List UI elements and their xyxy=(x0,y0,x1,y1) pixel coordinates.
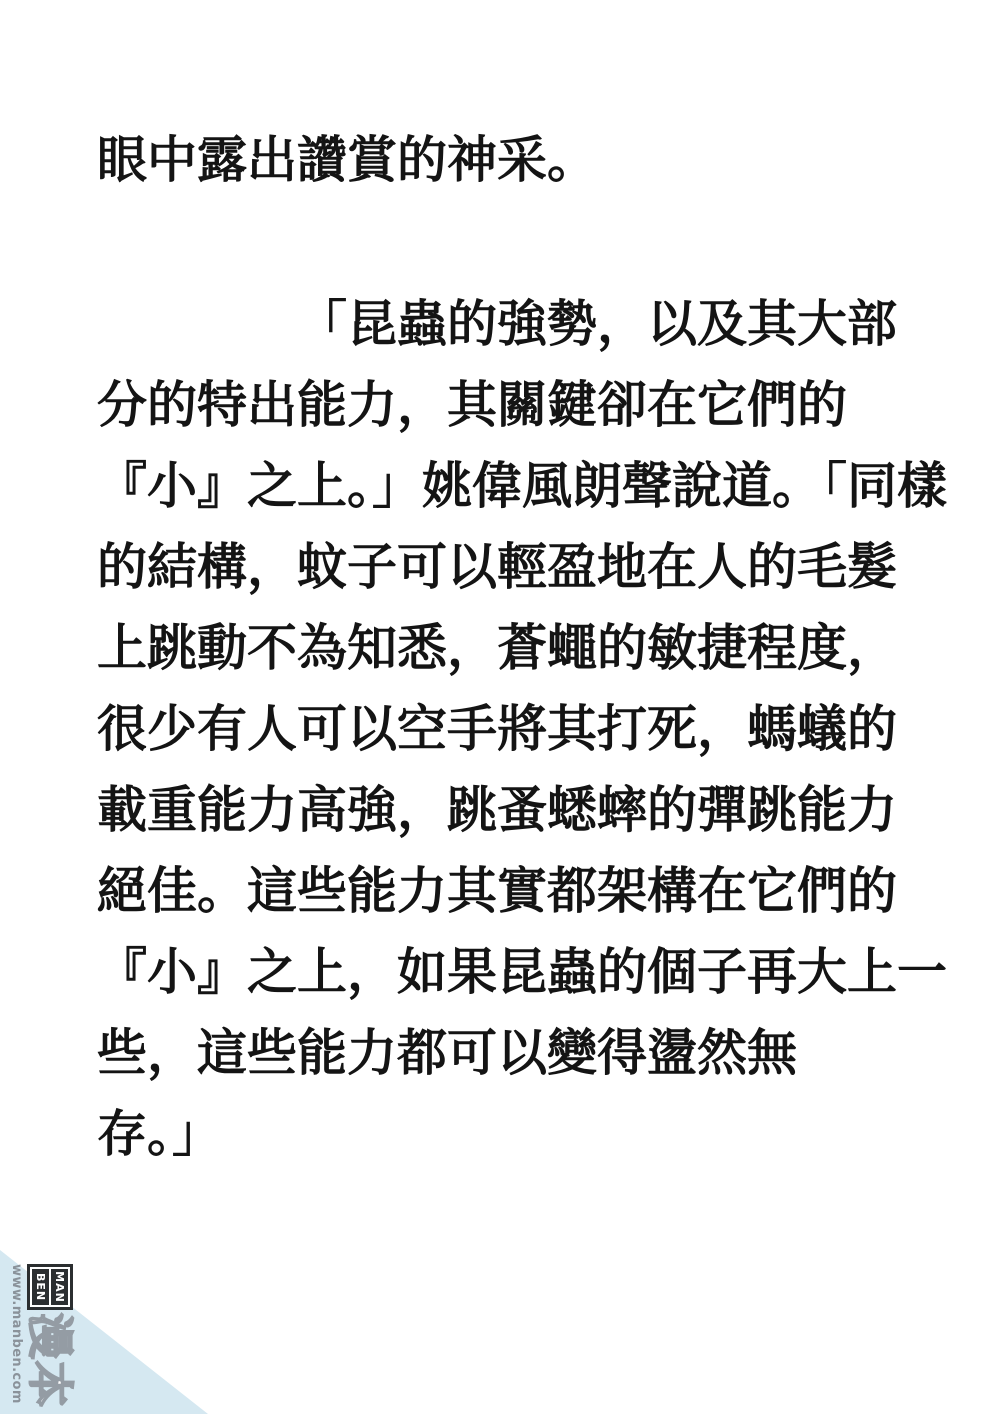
manben-logo-text-top: MAN xyxy=(49,1269,68,1305)
paragraph2-line: 『小』之上。」姚偉風朗聲說道。「同樣 xyxy=(97,457,947,515)
paragraph2-line: 分的特出能力，其關鍵卻在它們的 xyxy=(97,376,847,434)
paragraph2-line: 絕佳。這些能力其實都架構在它們的 xyxy=(97,862,897,920)
paragraph2-line: 『小』之上，如果昆蟲的個子再大上一 xyxy=(97,943,947,1001)
manben-logo-row xyxy=(23,1264,77,1414)
manben-logo-text-bottom: BEN xyxy=(34,1272,47,1302)
paragraph2-line: 的結構，蚊子可以輕盈地在人的毛髮 xyxy=(97,538,897,596)
paragraph2-line: 上跳動不為知悉，蒼蠅的敏捷程度， xyxy=(97,619,897,677)
paragraph-gap xyxy=(97,201,967,284)
manben-watermark xyxy=(8,1264,77,1414)
novel-text-block xyxy=(97,120,967,1175)
paragraph2-line: 載重能力高強，跳蚤蟋蟀的彈跳能力 xyxy=(97,781,897,839)
paragraph2-line: 些，這些能力都可以變得盪然無 xyxy=(97,1024,797,1082)
manben-url-text: www.manben.com xyxy=(9,1264,24,1404)
paragraph1-line: 眼中露出讚賞的神采。 xyxy=(97,131,597,189)
manben-brand-characters: 漫本 xyxy=(23,1313,77,1409)
manben-logo-icon xyxy=(27,1264,73,1310)
paragraph2-line: 「昆蟲的強勢，以及其大部 xyxy=(297,295,897,353)
manben-logo-frame xyxy=(30,1267,70,1307)
paragraph2-line: 存。」 xyxy=(97,1105,222,1163)
paragraph2-line: 很少有人可以空手將其打死，螞蟻的 xyxy=(97,700,897,758)
